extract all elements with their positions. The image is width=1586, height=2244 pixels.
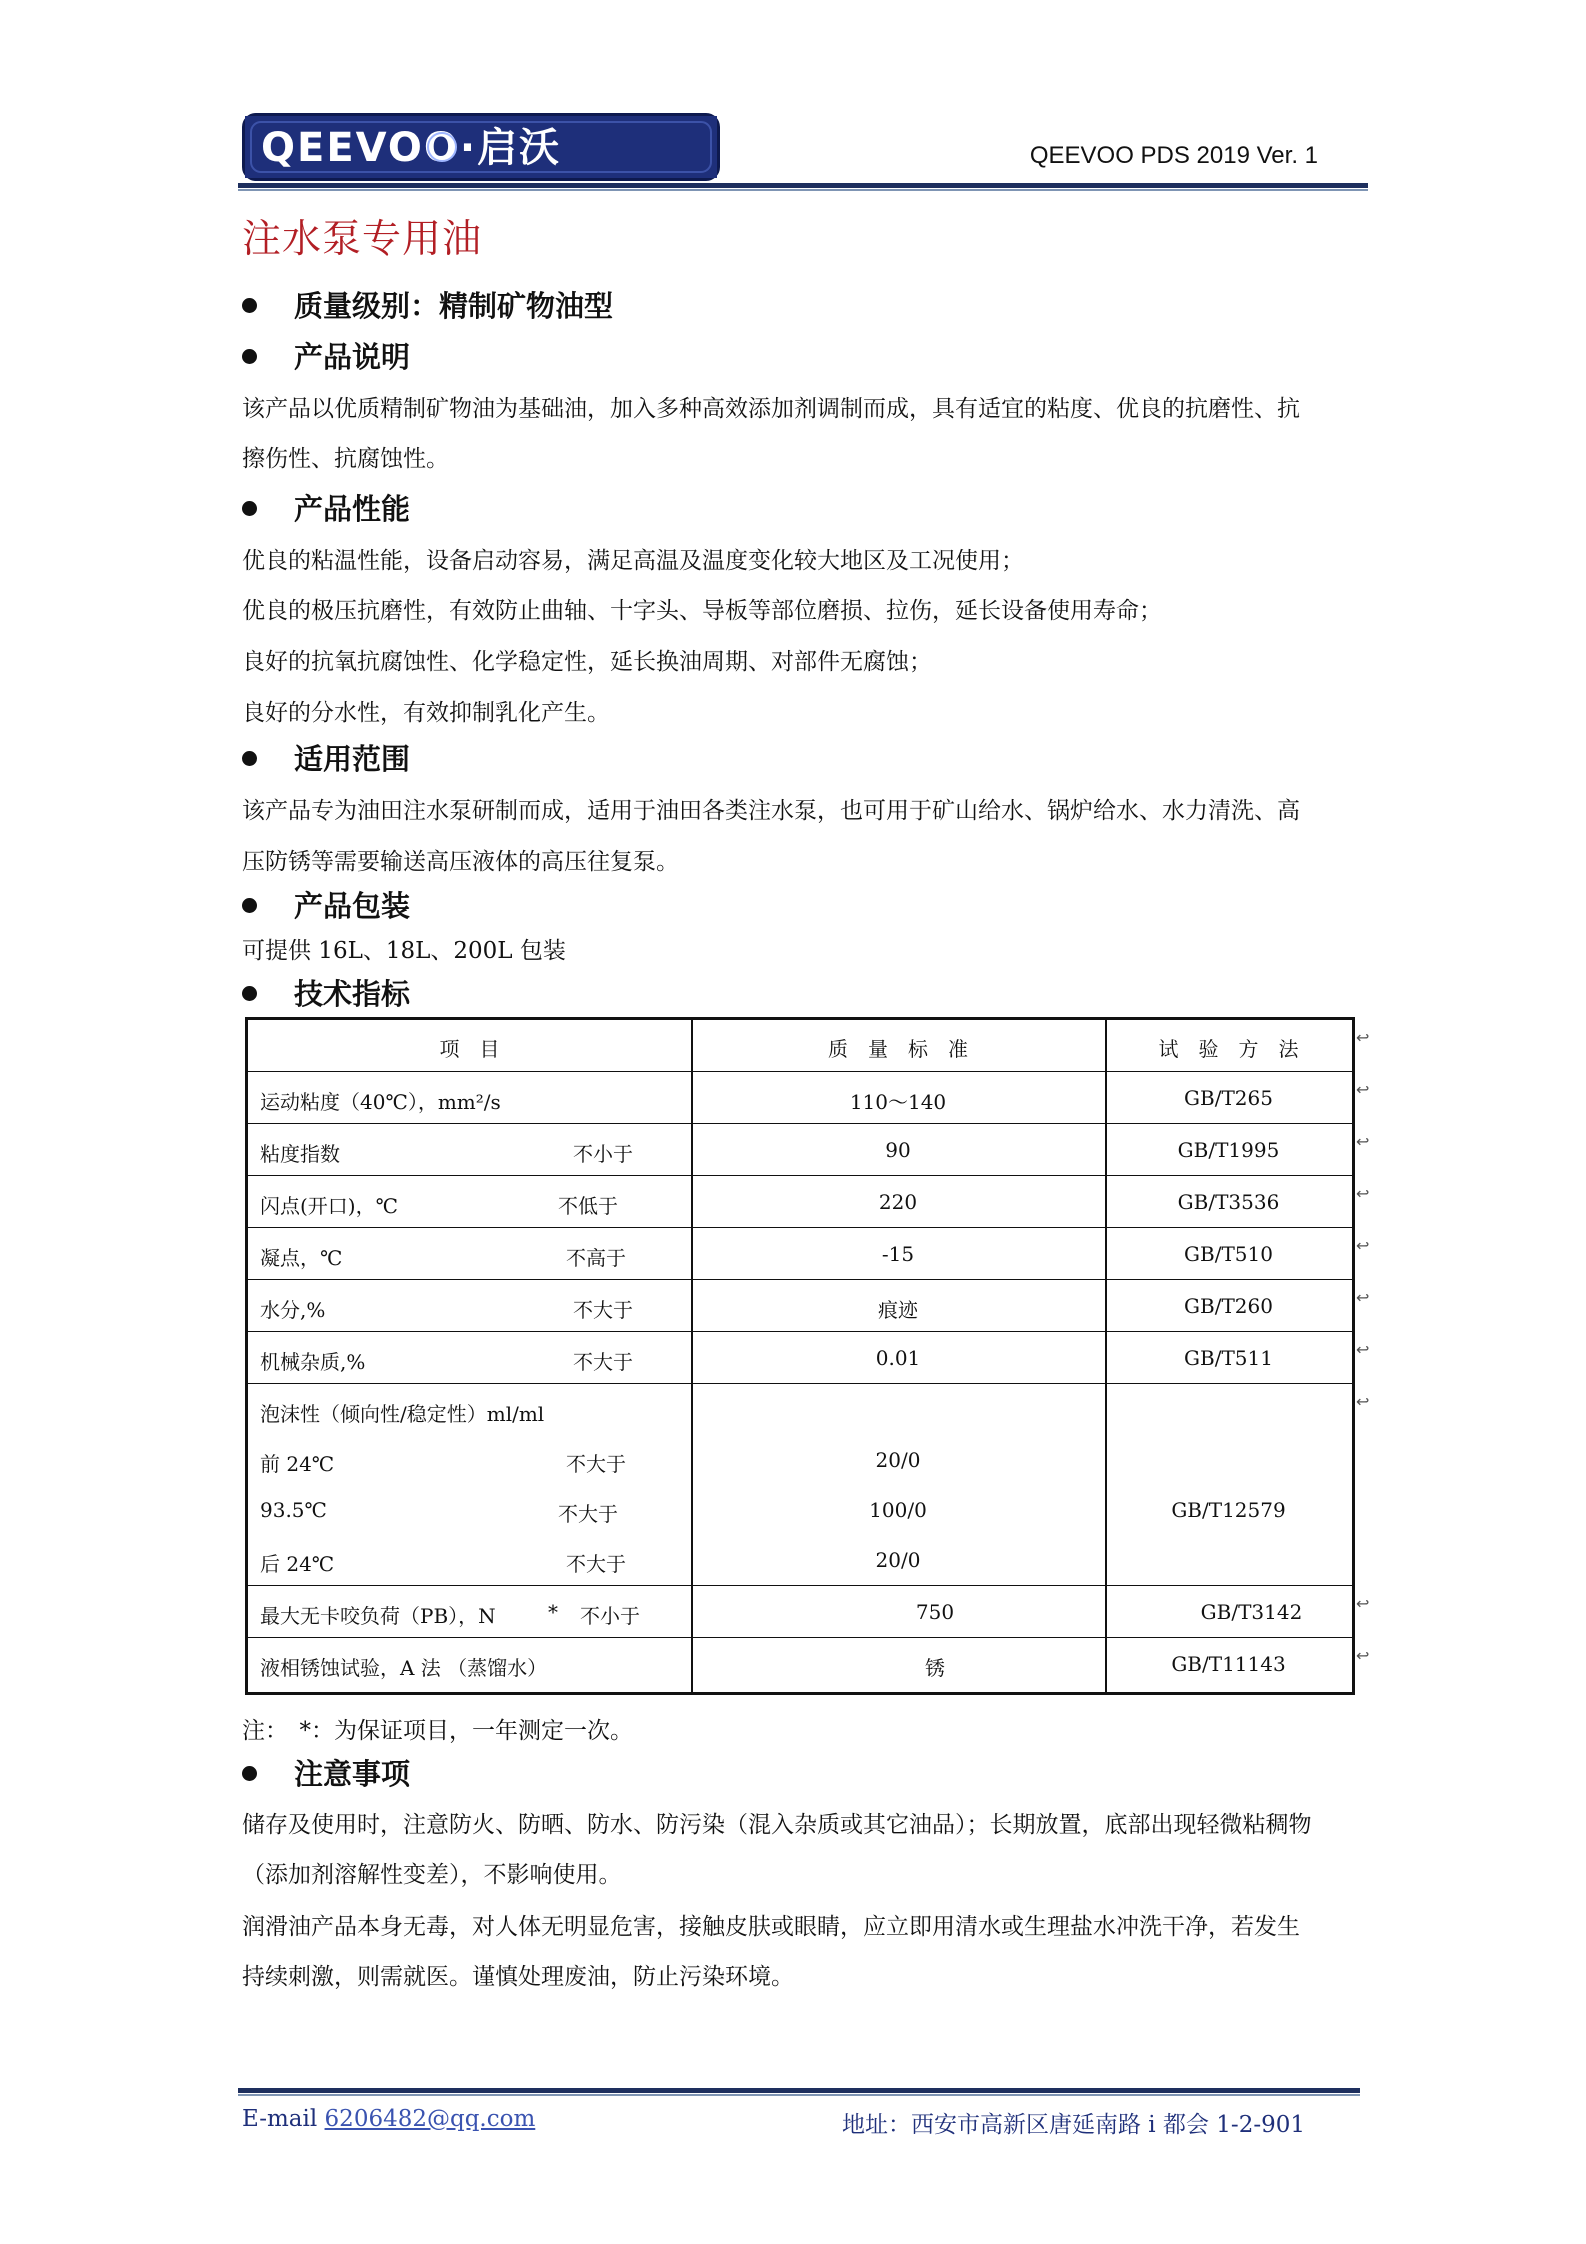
return-mark-icon: ↩ — [1356, 1028, 1370, 1047]
row-method: GB/T265 — [1184, 1086, 1273, 1110]
bullet-icon — [242, 1766, 257, 1781]
logo-graphic — [245, 116, 717, 178]
row-item: 凝点，℃ — [260, 1246, 343, 1270]
performance-line: 优良的粘温性能，设备启动容易，满足高温及温度变化较大地区及工况使用； — [242, 548, 1024, 574]
heading-text: 适用范围 — [294, 742, 411, 776]
scope-line: 该产品专为油田注水泵研制而成，适用于油田各类注水泵，也可用于矿山给水、锅炉给水、水力清洗、高 — [242, 798, 1300, 824]
sub-value: 20/0 — [875, 1548, 921, 1572]
footer-email — [242, 2106, 535, 2132]
specs-heading — [242, 972, 410, 1013]
footer-rule — [238, 2088, 1360, 2093]
row-limit: 不大于 — [573, 1350, 633, 1374]
table-header-row — [248, 1020, 1352, 1072]
scope-heading — [242, 737, 410, 778]
table-row — [248, 1124, 1352, 1176]
row-value: 220 — [878, 1190, 918, 1214]
table-row — [248, 1072, 1352, 1124]
description-heading — [242, 335, 410, 376]
sub-item: 后 24℃ — [260, 1552, 335, 1576]
row-limit: 不低于 — [558, 1194, 618, 1218]
row-method: GB/T3536 — [1177, 1190, 1280, 1214]
grade-heading — [242, 284, 613, 325]
return-mark-icon: ↩ — [1356, 1184, 1370, 1203]
row-item: 液相锈蚀试验，A 法 （蒸馏水） — [260, 1656, 548, 1680]
description-line: 该产品以优质精制矿物油为基础油，加入多种高效添加剂调制而成，具有适宜的粘度、优良的抗磨性、抗 — [242, 396, 1300, 422]
row-limit: 不小于 — [580, 1604, 640, 1628]
row-item: 运动粘度（40℃），mm²/s — [260, 1090, 501, 1114]
return-mark-icon: ↩ — [1356, 1236, 1370, 1255]
row-method: GB/T511 — [1184, 1346, 1273, 1370]
sub-limit: 不大于 — [566, 1552, 626, 1576]
company-logo — [242, 113, 720, 181]
row-item: 最大无卡咬负荷（PB），N — [260, 1604, 496, 1628]
performance-line: 良好的抗氧抗腐蚀性、化学稳定性，延长换油周期、对部件无腐蚀； — [242, 649, 932, 675]
row-item: 泡沫性（倾向性/稳定性）ml/ml — [260, 1402, 545, 1426]
header-rule — [238, 183, 1368, 188]
performance-heading — [242, 487, 410, 528]
return-mark-icon: ↩ — [1356, 1594, 1370, 1613]
row-item: 闪点(开口)，℃ — [260, 1194, 398, 1218]
email-link[interactable]: 6206482@qq.com — [324, 2106, 536, 2132]
row-method: GB/T3142 — [1200, 1600, 1303, 1624]
sub-value: 20/0 — [875, 1448, 921, 1472]
sub-value: 100/0 — [869, 1498, 927, 1522]
packaging-text: 可提供 16L、18L、200L 包装 — [242, 938, 566, 964]
sub-limit: 不大于 — [558, 1502, 618, 1526]
bullet-icon — [242, 298, 257, 313]
row-item: 水分,% — [260, 1298, 326, 1322]
row-star: * — [548, 1600, 558, 1624]
row-value: -15 — [881, 1242, 915, 1266]
row-limit: 不高于 — [566, 1246, 626, 1270]
table-row — [248, 1332, 1352, 1384]
performance-line: 优良的极压抗磨性，有效防止曲轴、十字头、导板等部位磨损、拉伤，延长设备使用寿命； — [242, 598, 1162, 624]
table-row — [248, 1176, 1352, 1228]
return-mark-icon: ↩ — [1356, 1132, 1370, 1151]
return-mark-icon: ↩ — [1356, 1080, 1370, 1099]
row-method: GB/T11143 — [1171, 1652, 1286, 1676]
heading-text: 技术指标 — [294, 977, 411, 1011]
description-line: 擦伤性、抗腐蚀性。 — [242, 446, 449, 472]
row-value: 0.01 — [875, 1346, 921, 1370]
sub-item: 前 24℃ — [260, 1452, 335, 1476]
bullet-icon — [242, 349, 257, 364]
table-note: 注： *：为保证项目，一年测定一次。 — [242, 1718, 633, 1744]
header-item: 项 目 — [439, 1037, 500, 1061]
return-mark-icon: ↩ — [1356, 1392, 1370, 1411]
row-method: GB/T510 — [1184, 1242, 1273, 1266]
row-item: 机械杂质,% — [260, 1350, 366, 1374]
heading-text: 注意事项 — [294, 1757, 411, 1791]
spec-table — [245, 1017, 1355, 1695]
row-value: 750 — [915, 1600, 955, 1624]
row-method: GB/T1995 — [1177, 1138, 1280, 1162]
table-row-foam — [248, 1384, 1352, 1586]
table-row — [248, 1638, 1352, 1692]
notice-line: 持续刺激，则需就医。谨慎处理废油，防止污染环境。 — [242, 1964, 794, 1990]
table-row — [248, 1586, 1352, 1638]
footer-rule-thin — [238, 2094, 1360, 2096]
bullet-icon — [242, 501, 257, 516]
table-row — [248, 1280, 1352, 1332]
table-row — [248, 1228, 1352, 1280]
row-method: GB/T12579 — [1171, 1498, 1286, 1522]
notice-line: （添加剂溶解性变差），不影响使用。 — [242, 1862, 622, 1888]
notice-heading — [242, 1752, 410, 1793]
header-method: 试 验 方 法 — [1158, 1037, 1299, 1061]
sub-item: 93.5℃ — [260, 1498, 327, 1522]
sub-limit: 不大于 — [566, 1452, 626, 1476]
header-standard: 质 量 标 准 — [828, 1037, 968, 1061]
heading-text: 产品包装 — [294, 889, 411, 923]
grade-text: 质量级别：精制矿物油型 — [294, 289, 614, 323]
row-item: 粘度指数 — [260, 1142, 340, 1166]
row-value: 110～140 — [849, 1090, 947, 1114]
return-mark-icon: ↩ — [1356, 1288, 1370, 1307]
row-value: 90 — [885, 1138, 911, 1162]
row-method: GB/T260 — [1184, 1294, 1273, 1318]
heading-text: 产品性能 — [294, 492, 411, 526]
footer-address: 地址：西安市高新区唐延南路 i 都会 1-2-901 — [842, 2112, 1305, 2138]
row-limit: 不大于 — [573, 1298, 633, 1322]
return-mark-icon: ↩ — [1356, 1646, 1370, 1665]
bullet-icon — [242, 751, 257, 766]
scope-line: 压防锈等需要输送高压液体的高压往复泵。 — [242, 849, 679, 875]
notice-line: 储存及使用时，注意防火、防晒、防水、防污染（混入杂质或其它油品）；长期放置，底部出现轻微粘稠物 — [242, 1812, 1312, 1838]
row-value: 锈 — [925, 1656, 945, 1680]
bullet-icon — [242, 986, 257, 1001]
page-title: 注水泵专用油 — [242, 217, 483, 262]
notice-line: 润滑油产品本身无毒，对人体无明显危害，接触皮肤或眼睛，应立即用清水或生理盐水冲洗干净，若发生 — [242, 1914, 1300, 1940]
row-limit: 不小于 — [573, 1142, 633, 1166]
return-mark-icon: ↩ — [1356, 1340, 1370, 1359]
packaging-heading — [242, 884, 410, 925]
heading-text: 产品说明 — [294, 340, 411, 374]
document-code: QEEVOO PDS 2019 Ver. 1 — [1029, 142, 1318, 169]
header-rule-thin — [238, 189, 1368, 191]
row-value: 痕迹 — [878, 1298, 918, 1322]
bullet-icon — [242, 898, 257, 913]
svg-text:QEEVOO·启沃: QEEVOO·启沃 — [261, 125, 562, 171]
performance-line: 良好的分水性，有效抑制乳化产生。 — [242, 700, 610, 726]
email-label: E-mail — [242, 2106, 318, 2132]
